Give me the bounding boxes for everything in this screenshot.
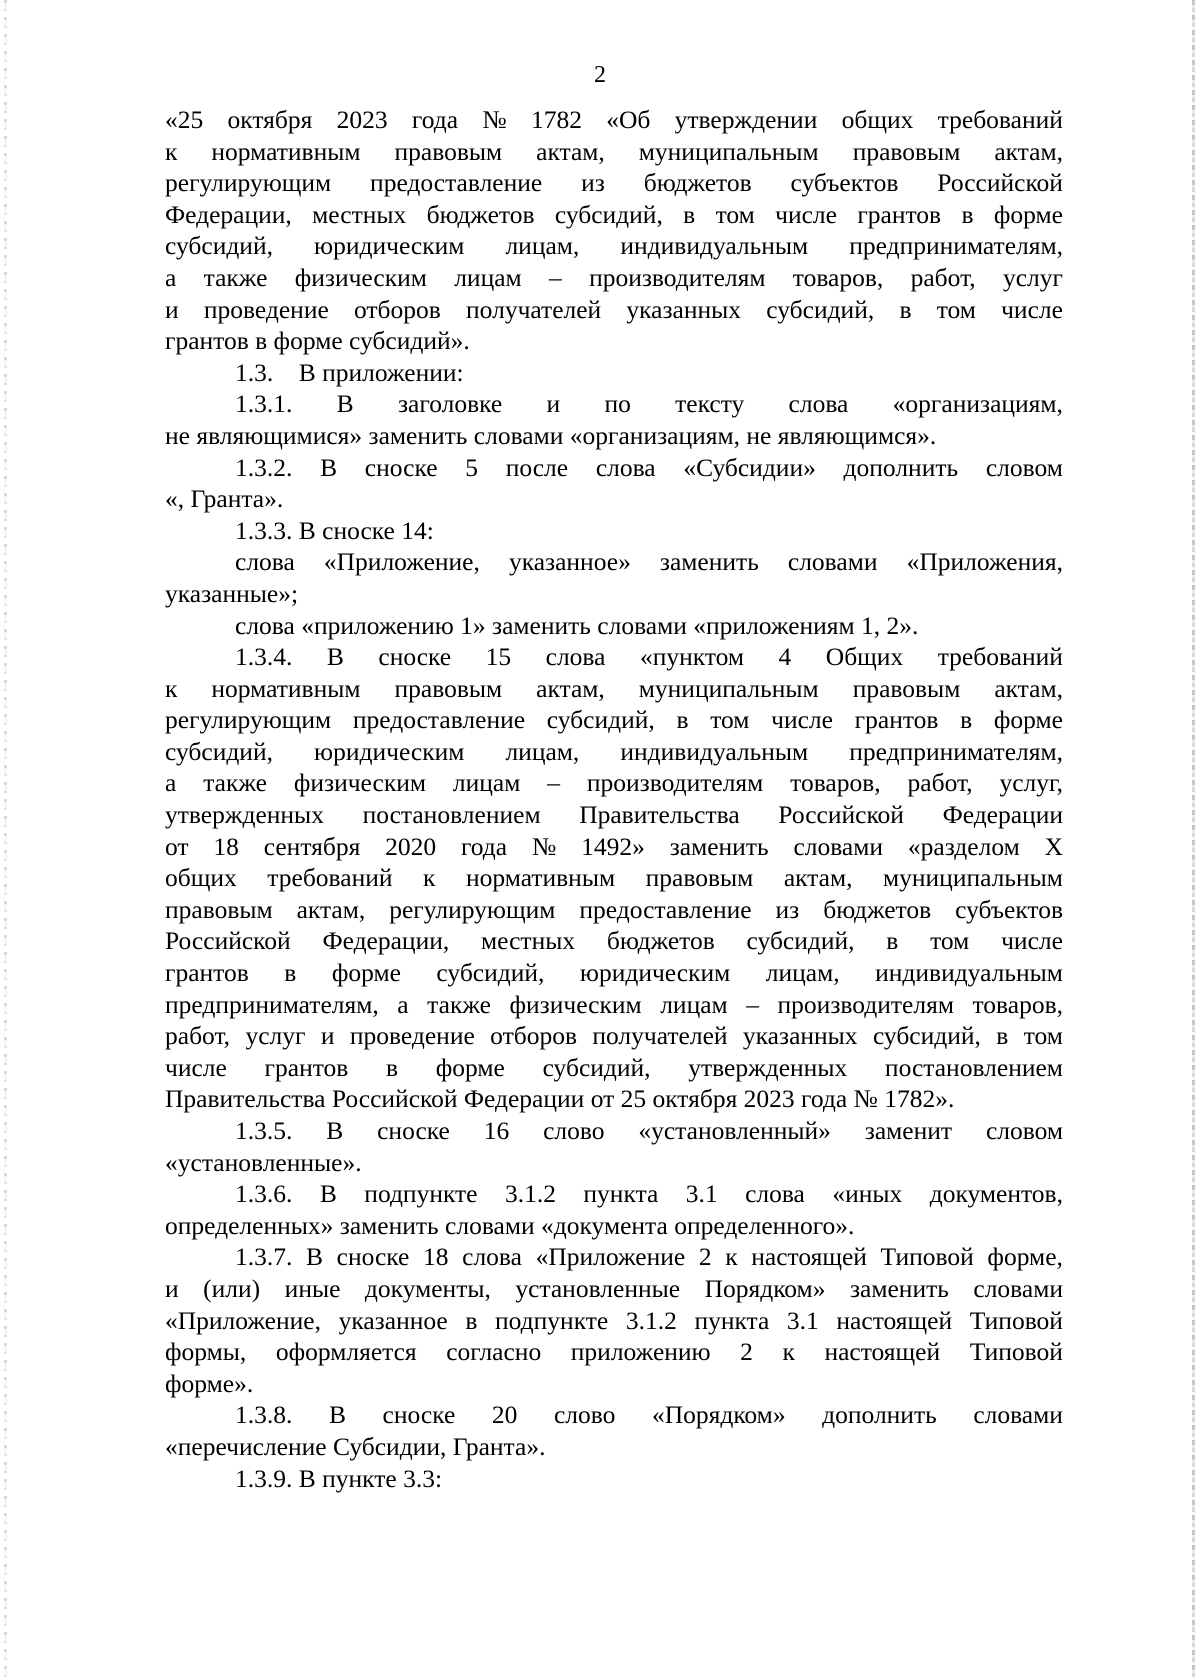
word: предоставление <box>352 705 526 735</box>
word: также <box>427 989 491 1019</box>
word: муниципальным <box>638 673 819 703</box>
word: предоставление <box>370 168 543 198</box>
word: числе <box>165 1052 227 1082</box>
word: лицам <box>454 262 522 292</box>
word: и <box>320 1021 335 1051</box>
word: словом <box>985 452 1063 482</box>
word: «Порядком» <box>651 1400 786 1430</box>
word: заменить <box>849 1273 949 1303</box>
word: предпринимателям, <box>165 989 379 1019</box>
word: грантов <box>854 705 939 735</box>
text-line <box>165 104 1063 136</box>
text-line: 1.3. В приложении: <box>235 357 464 387</box>
text-line: 1.3.3. В сноске 14: <box>235 515 434 545</box>
text-line <box>165 452 1063 484</box>
word: настоящей <box>836 1305 953 1335</box>
word: «Приложения, <box>906 547 1063 577</box>
word: № <box>531 831 557 861</box>
word: к <box>782 1337 795 1367</box>
word: В <box>320 452 338 482</box>
word: В <box>326 1116 344 1145</box>
word: актам, <box>296 894 366 924</box>
text-line <box>165 925 1063 957</box>
word: правовым <box>165 894 273 924</box>
text-line <box>165 894 1063 926</box>
word: 1.3.1. <box>235 389 293 419</box>
word: Российской <box>778 800 904 830</box>
word: сноске <box>378 642 452 672</box>
word: лицам, <box>505 736 580 766</box>
word: правовым <box>645 863 754 893</box>
word: 2023 <box>336 105 388 134</box>
word: форме <box>331 958 401 988</box>
text-line <box>165 294 1063 326</box>
word: числе <box>771 705 833 735</box>
word: «Об <box>606 105 651 134</box>
word: 1.3.6. <box>235 1179 293 1209</box>
word: форме <box>993 705 1063 735</box>
word: – <box>547 768 560 798</box>
word: субъектов <box>955 894 1063 924</box>
word: слова <box>235 547 295 577</box>
word: форме <box>435 1052 505 1082</box>
text-line <box>165 831 1063 863</box>
word: слова <box>462 1242 522 1272</box>
word: утверждении <box>674 105 818 134</box>
word: сноске <box>364 452 438 482</box>
word: X <box>1044 831 1063 861</box>
word: товаров, <box>790 768 881 798</box>
word: производителям <box>589 262 766 292</box>
text-line <box>165 1052 1063 1084</box>
word: товаров, <box>792 262 884 292</box>
word: форме <box>993 199 1063 229</box>
text-line <box>165 704 1063 736</box>
text-line <box>165 989 1063 1021</box>
word: а <box>397 989 409 1019</box>
text-line <box>165 1305 1063 1337</box>
text-line <box>165 1241 1063 1273</box>
word: субъектов <box>790 168 899 198</box>
word: в <box>899 294 912 324</box>
word: субсидий, <box>542 1052 651 1082</box>
word: по <box>604 389 631 419</box>
word: документы, <box>364 1273 491 1303</box>
word: года <box>411 105 459 134</box>
text-line <box>165 199 1063 231</box>
word: словами <box>787 547 878 577</box>
scan-edge-left <box>4 0 7 1677</box>
text-line: определенных» заменить словами «документа определенного». <box>165 1210 855 1240</box>
word: 1782 <box>530 105 582 134</box>
word: бюджетов <box>643 168 752 198</box>
word: «Субсидии» <box>683 452 816 482</box>
text-line <box>165 862 1063 894</box>
word: нормативным <box>211 673 361 703</box>
word: слова <box>788 389 849 419</box>
word: «Приложение, <box>165 1305 321 1335</box>
word: слово <box>543 1116 605 1145</box>
word: предоставление <box>579 894 752 924</box>
word: в <box>676 705 689 735</box>
word: словами <box>973 1400 1063 1430</box>
text-line: не являющимися» заменить словами «организациям, не являющимся». <box>165 420 937 450</box>
word: установленные <box>515 1273 681 1303</box>
word: заменить <box>669 831 769 861</box>
word: местных <box>481 926 576 956</box>
word: 1.3.7. <box>235 1242 293 1272</box>
word: субсидий, <box>546 705 655 735</box>
word: «Приложение, <box>323 547 480 577</box>
word: 18 <box>423 1242 449 1272</box>
word: субсидий, <box>165 231 273 261</box>
word: 1.3.8. <box>235 1400 293 1430</box>
text-line <box>165 1399 1063 1431</box>
text-line: Правительства Российской Федерации от 25 октября 2023 года № 1782». <box>165 1084 955 1114</box>
word: «установленный» <box>638 1116 831 1145</box>
word: в <box>386 1052 399 1082</box>
word: В <box>336 389 354 419</box>
word: 2 <box>698 1242 712 1272</box>
word: от <box>165 831 189 861</box>
word: проведение <box>203 294 329 324</box>
word: субсидий, <box>872 1021 981 1051</box>
word: 3.1 <box>685 1179 718 1209</box>
word: грантов <box>165 958 249 988</box>
text-line <box>165 388 1063 420</box>
word: форме, <box>987 1242 1063 1272</box>
word: слова <box>545 642 606 672</box>
word: в <box>284 958 297 988</box>
word: Федерации, <box>165 199 292 229</box>
word: субсидий, <box>436 958 545 988</box>
word: пункта <box>583 1179 659 1209</box>
word: «Приложение <box>535 1242 686 1272</box>
word: постановлением <box>884 1052 1063 1082</box>
word: дополнить <box>843 452 959 482</box>
word: «иных <box>832 1179 903 1209</box>
word: актам, <box>536 136 605 166</box>
word: «разделом <box>907 831 1020 861</box>
word: лицам, <box>765 958 840 988</box>
text-line <box>165 546 1063 578</box>
word: производителям <box>586 768 764 798</box>
text-line <box>165 957 1063 989</box>
word: индивидуальным <box>620 736 809 766</box>
word: Типовой <box>969 1337 1063 1367</box>
word: Общих <box>825 642 904 672</box>
word: работ, <box>910 262 976 292</box>
text-line <box>165 799 1063 831</box>
word: регулирующим <box>165 705 332 735</box>
word: 1492» <box>581 831 645 861</box>
word: слово <box>553 1400 616 1430</box>
word: актам, <box>536 673 605 703</box>
word: в <box>465 1305 478 1335</box>
word: субсидий, <box>766 294 875 324</box>
word: – <box>549 262 562 292</box>
word: октября <box>227 105 313 134</box>
text-line <box>165 1178 1063 1210</box>
text-line <box>165 262 1063 294</box>
word: года <box>460 831 508 861</box>
word: том <box>1023 1021 1063 1051</box>
page-number: 2 <box>594 62 606 88</box>
word: «организациям, <box>892 389 1063 419</box>
word: Федерации <box>942 800 1063 830</box>
scan-edge-right <box>1192 0 1195 1677</box>
word: постановлением <box>362 800 541 830</box>
word: предпринимателям, <box>849 736 1063 766</box>
word: 1.3.5. <box>235 1116 293 1145</box>
word: актам, <box>783 863 853 893</box>
word: том <box>715 199 755 229</box>
word: настоящей <box>751 1242 867 1272</box>
word: физическим <box>293 768 427 798</box>
word: 1.3.2. <box>235 452 293 482</box>
word: иные <box>284 1273 341 1303</box>
word: В <box>319 1179 337 1209</box>
document-body <box>165 104 1063 1494</box>
word: юридическим <box>314 231 465 261</box>
word: сноске <box>377 1116 450 1145</box>
word: регулирующим <box>165 168 332 198</box>
word: после <box>505 452 569 482</box>
word: словами <box>973 1273 1063 1303</box>
text-line <box>165 230 1063 262</box>
word: приложению <box>570 1337 711 1367</box>
word: 4 <box>778 642 792 672</box>
word: правовым <box>852 136 961 166</box>
word: также <box>203 262 268 292</box>
word: проведение <box>349 1021 475 1051</box>
word: заменить <box>659 547 759 577</box>
word: грантов <box>264 1052 349 1082</box>
word: услуг <box>245 1021 306 1051</box>
text-line: 1.3.9. В пункте 3.3: <box>235 1463 443 1493</box>
word: 18 <box>213 831 239 861</box>
word: документов, <box>929 1179 1063 1209</box>
text-line: «, Гранта». <box>165 484 284 514</box>
word: словом <box>985 1116 1063 1145</box>
word: отборов <box>490 1021 577 1051</box>
word: актам, <box>994 136 1063 166</box>
word: сноске <box>336 1242 410 1272</box>
word: В <box>306 1242 324 1272</box>
word: Типовой <box>969 1305 1063 1335</box>
word: работ, <box>907 768 973 798</box>
word: 15 <box>485 642 512 672</box>
word: правовым <box>394 673 503 703</box>
word: согласно <box>446 1337 542 1367</box>
word: индивидуальным <box>875 958 1063 988</box>
word: муниципальным <box>883 863 1063 893</box>
word: получателей <box>592 1021 728 1051</box>
word: Федерации, <box>322 926 450 956</box>
word: указанных <box>742 1021 858 1051</box>
word: 3.1.2 <box>504 1179 556 1209</box>
text-line <box>165 1115 1063 1147</box>
word: слова <box>745 1179 805 1209</box>
word: в <box>886 926 899 956</box>
word: и <box>165 294 179 324</box>
word: муниципальным <box>638 136 819 166</box>
word: оформляется <box>275 1337 417 1367</box>
text-line <box>165 641 1063 673</box>
word: сентября <box>263 831 361 861</box>
word: индивидуальным <box>620 231 809 261</box>
word: получателей <box>466 294 602 324</box>
word: формы, <box>165 1337 247 1367</box>
word: субсидий, <box>746 926 855 956</box>
word: к <box>165 136 178 166</box>
word: бюджетов <box>426 199 535 229</box>
word: физическим <box>294 262 427 292</box>
word: дополнить <box>822 1400 937 1430</box>
text-line: указанные»; <box>165 578 299 608</box>
word: к <box>423 863 436 893</box>
text-line: грантов в форме субсидий». <box>165 326 470 356</box>
word: общих <box>165 863 237 893</box>
word: 3.1.2 <box>625 1305 677 1335</box>
word: требований <box>937 105 1063 134</box>
word: физическим <box>509 989 642 1019</box>
word: услуг <box>1002 262 1063 292</box>
word: слова <box>595 452 656 482</box>
text-line: «установленные». <box>165 1147 362 1177</box>
word: заголовке <box>397 389 503 419</box>
word: местных <box>312 199 407 229</box>
word: 2 <box>740 1337 753 1367</box>
word: из <box>581 168 605 198</box>
word: товаров, <box>972 989 1063 1019</box>
text-line <box>165 736 1063 768</box>
word: № <box>482 105 507 134</box>
word: правовым <box>852 673 961 703</box>
word: правовым <box>394 136 503 166</box>
word: том <box>936 294 976 324</box>
word: лицам, <box>505 231 580 261</box>
word: том <box>710 705 750 735</box>
word: производителям <box>777 989 954 1019</box>
word: – <box>746 989 759 1019</box>
word: актам, <box>994 673 1063 703</box>
word: Порядком» <box>704 1273 826 1303</box>
word: Российской <box>937 168 1063 198</box>
word: В <box>328 1400 346 1430</box>
word: нормативным <box>465 863 616 893</box>
word: к <box>165 673 178 703</box>
word: также <box>203 768 267 798</box>
word: в <box>960 705 973 735</box>
word: и <box>546 389 561 419</box>
word: отборов <box>354 294 441 324</box>
word: числе <box>1001 294 1063 324</box>
word: том <box>930 926 970 956</box>
word: «пунктом <box>639 642 745 672</box>
word: нормативным <box>211 136 361 166</box>
word: бюджетов <box>823 894 932 924</box>
word: указанных <box>626 294 742 324</box>
word: В <box>326 642 344 672</box>
word: требований <box>937 642 1063 672</box>
text-line: слова «приложению 1» заменить словами «приложениям 1, 2». <box>235 610 919 640</box>
word: в <box>996 1021 1009 1051</box>
word: лицам <box>660 989 728 1019</box>
word: а <box>165 768 177 798</box>
word: а <box>165 262 177 292</box>
word: из <box>775 894 800 924</box>
word: числе <box>775 199 837 229</box>
word: и <box>165 1273 179 1303</box>
word: пункта <box>694 1305 770 1335</box>
word: 16 <box>483 1116 510 1145</box>
text-line <box>165 1020 1063 1052</box>
word: 20 <box>491 1400 518 1430</box>
word: тексту <box>675 389 745 419</box>
word: регулирующим <box>389 894 556 924</box>
word: Типовой <box>880 1242 974 1272</box>
word: общих <box>841 105 914 134</box>
word: 5 <box>465 452 478 482</box>
word: юридическим <box>579 958 731 988</box>
text-line <box>165 673 1063 705</box>
word: сноске <box>382 1400 456 1430</box>
word: утвержденных <box>165 800 324 830</box>
text-line <box>165 1273 1063 1305</box>
word: (или) <box>203 1273 261 1303</box>
word: работ, <box>165 1021 231 1051</box>
word: «25 <box>165 105 204 134</box>
word: указанное <box>338 1305 448 1335</box>
word: утвержденных <box>688 1052 848 1082</box>
word: подпункте <box>495 1305 609 1335</box>
word: грантов <box>857 199 942 229</box>
word: в <box>961 199 974 229</box>
word: в <box>683 199 696 229</box>
word: услуг, <box>999 768 1063 798</box>
word: субсидий, <box>165 736 273 766</box>
word: лицам <box>452 768 521 798</box>
text-line <box>165 767 1063 799</box>
text-line <box>165 136 1063 168</box>
word: Российской <box>165 926 291 956</box>
word: 1.3.4. <box>235 642 293 672</box>
word: заменит <box>864 1116 953 1145</box>
word: предпринимателям, <box>849 231 1063 261</box>
word: Правительства <box>579 800 740 830</box>
word: 2020 <box>385 831 437 861</box>
text-line: «перечисление Субсидии, Гранта». <box>165 1431 546 1461</box>
word: требований <box>267 863 393 893</box>
word: словами <box>793 831 884 861</box>
word: к <box>725 1242 738 1272</box>
text-line: форме». <box>165 1368 254 1398</box>
word: числе <box>1001 926 1063 956</box>
word: настоящей <box>824 1337 941 1367</box>
word: бюджетов <box>606 926 715 956</box>
word: указанное» <box>508 547 631 577</box>
text-line <box>165 167 1063 199</box>
word: юридическим <box>314 736 465 766</box>
word: подпункте <box>364 1179 478 1209</box>
word: 3.1 <box>786 1305 819 1335</box>
text-line <box>165 1336 1063 1368</box>
word: субсидий, <box>554 199 663 229</box>
